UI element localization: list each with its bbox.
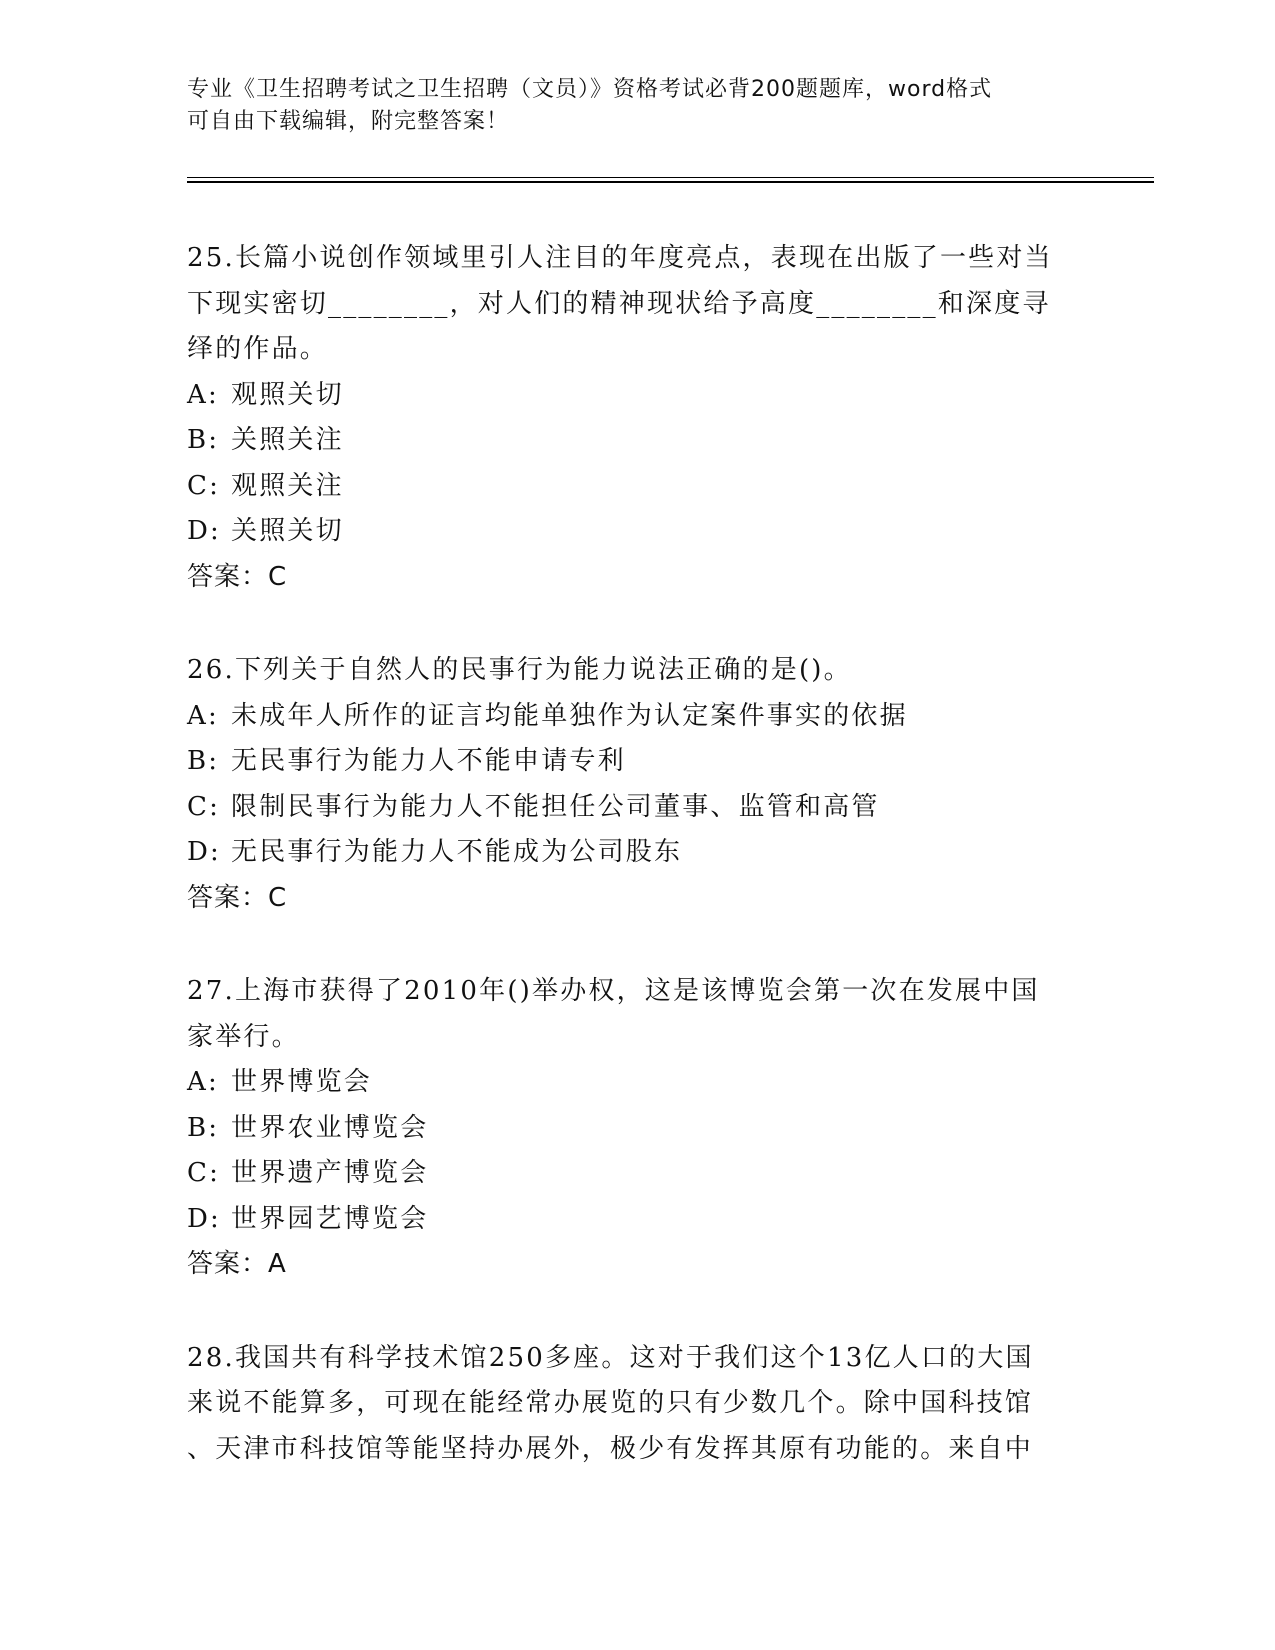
question-text-line: 来说不能算多，可现在能经常办展览的只有少数几个。除中国科技馆 [187,1388,1034,1418]
question-text-line: 25.长篇小说创作领域里引人注目的年度亮点，表现在出版了一些对当 [187,243,1053,273]
option-text: 无民事行为能力人不能成为公司股东 [231,837,683,867]
question-text-line: 家举行。 [187,1021,300,1052]
question-text-line: 26.下列关于自然人的民事行为能力说法正确的是()。 [187,655,852,685]
question-text-line: 下现实密切________，对人们的精神现状给予高度________和深度寻 [187,288,1051,319]
option-key: B: [187,1112,220,1143]
option-b [187,418,1087,464]
option-a [187,373,1087,419]
option-key: D: [187,837,222,867]
option-c [187,464,1087,510]
option-b [187,1106,1087,1152]
option-key: D: [187,1203,222,1234]
option-key: B: [187,425,220,455]
option-key: C: [187,1158,221,1188]
question-text-line: 28.我国共有科学技术馆250多座。这对于我们这个13亿人口的大国 [187,1342,1034,1373]
option-text: 无民事行为能力人不能申请专利 [231,746,626,776]
option-text: 观照关注 [231,470,344,501]
question-text-line: 27.上海市获得了2010年()举办权，这是该博览会第一次在发展中国 [187,976,1040,1006]
option-text: 未成年人所作的证言均能单独作为认定案件事实的依据 [231,700,908,731]
option-key: A: [187,379,219,410]
answer-line: 答案：C [187,882,288,913]
option-d [187,509,1087,555]
option-text: 世界园艺博览会 [231,1203,429,1234]
option-c [187,1151,1087,1197]
question-list [187,236,1087,1520]
option-d [187,1197,1087,1243]
option-a [187,694,1087,740]
header-line-2: 可自由下载编辑，附完整答案！ [187,109,510,134]
question-text-line: 、天津市科技馆等能坚持办展外，极少有发挥其原有功能的。来自中 [187,1433,1034,1464]
option-text: 世界博览会 [231,1067,373,1097]
question-28 [187,1336,1087,1473]
answer-line: 答案：A [187,1249,287,1279]
option-text: 关照关切 [231,516,344,546]
option-d [187,830,1087,876]
question-text-line: 绎的作品。 [187,334,329,364]
answer-line: 答案：C [187,561,288,592]
option-key: C: [187,791,221,822]
option-key: B: [187,746,220,776]
header-line-1: 专业《卫生招聘考试之卫生招聘（文员）》资格考试必背200题题库，word格式 [187,77,993,102]
document-header [187,74,1087,138]
option-key: A: [187,1067,219,1097]
option-text: 关照关注 [231,425,344,455]
option-text: 观照关切 [231,379,344,410]
header-rule-thick [187,181,1154,183]
option-text: 世界遗产博览会 [231,1158,429,1188]
question-27 [187,969,1087,1288]
option-key: D: [187,516,222,546]
option-text: 世界农业博览会 [231,1112,429,1143]
option-c [187,785,1087,831]
question-25 [187,236,1087,600]
option-key: A: [187,700,219,731]
question-26 [187,648,1087,921]
option-b [187,739,1087,785]
option-key: C: [187,470,221,501]
header-rule-thin [187,177,1154,178]
option-a [187,1060,1087,1106]
option-text: 限制民事行为能力人不能担任公司董事、监管和高管 [231,791,880,822]
